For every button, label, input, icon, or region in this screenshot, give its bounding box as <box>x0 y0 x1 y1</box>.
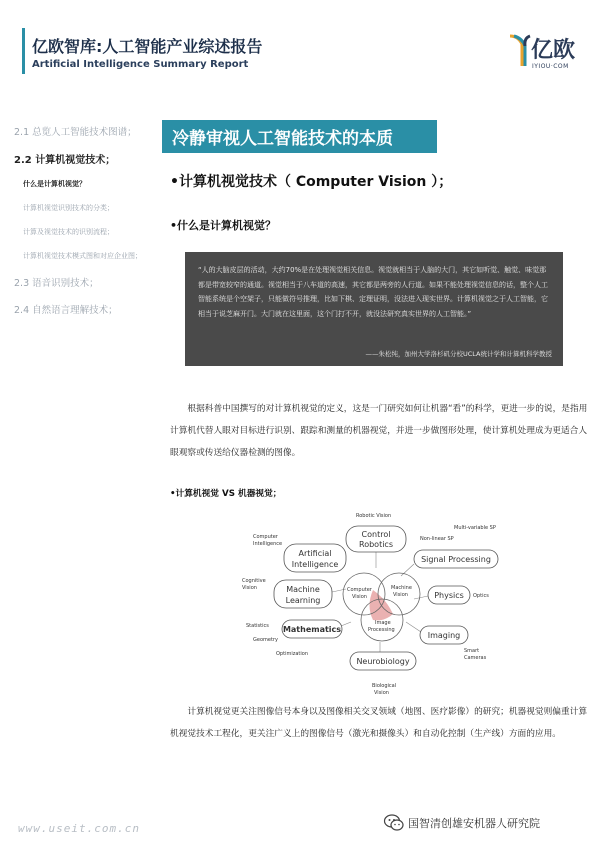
box-label-neurobiology: Neurobiology <box>356 657 410 666</box>
label-smart-1: Smart <box>464 648 480 654</box>
cv-vs-mv-heading: •计算机视觉 VS 机器视觉； <box>170 489 282 499</box>
label-multivariable: Multi-variable SP <box>454 525 496 531</box>
page-header <box>0 0 600 90</box>
label-smart-2: Cameras <box>464 655 487 661</box>
section-heading: •计算机视觉技术（ Computer Vision ）； <box>170 174 453 190</box>
header-accent-bar <box>22 28 25 74</box>
toc-item-2-2[interactable]: 2.2 计算机视觉技术； <box>14 155 116 166</box>
box-label-artificial: Artificial <box>298 549 332 558</box>
box-label-mathematics: Mathematics <box>282 625 342 634</box>
report-subtitle: Artificial Intelligence Summary Report <box>32 59 249 70</box>
toc-item-2-4[interactable]: 2.4 自然语言理解技术； <box>14 305 118 316</box>
box-label-robotics: Robotics <box>359 540 393 549</box>
quote-text: “人的大脑皮层的活动，大约70%是在处理视觉相关信息。视觉就相当于人脑的大门，其它如听觉、触觉、味觉那都是带宽较窄的通道。视觉相当于八车道的高速，其它都是两旁的人行道。如果不能处理视觉信息的话，整个人工智能系统是个空架子，只能做符号推理，比如下棋、定理证明，没法进入现实世界。计算机视觉之于人工智能，它相当于说芝麻开门。大门就在这里面，这个门打不开，就没法研究真实世界的人工智能。” <box>198 266 548 318</box>
label-optimization: Optimization <box>276 651 308 657</box>
toc-item-2-1[interactable]: 2.1 总览人工智能技术图谱； <box>14 127 137 138</box>
box-label-intelligence: Intelligence <box>291 560 339 569</box>
box-label-control: Control <box>361 530 391 539</box>
toc-sub-cv-process[interactable]: 计算及视觉技术的识别流程； <box>23 228 114 236</box>
toc-sub-cv-classification[interactable]: 计算机视觉识别技术的分类； <box>23 204 114 212</box>
footer-watermark: www.useit.com.cn <box>18 822 140 835</box>
toc-sub-what-is-cv[interactable]: 什么是计算机视觉？ <box>23 180 86 188</box>
label-bio-1: Biological <box>372 683 397 689</box>
box-label-machine: Machine <box>286 585 320 594</box>
label-cognitive-1: Cognitive <box>242 578 266 584</box>
wechat-icon <box>383 812 405 834</box>
circle-label-cv-1: Computer <box>347 587 372 593</box>
quote-author: ——朱松纯，加州大学洛杉矶分校UCLA统计学和计算机科学教授 <box>365 350 552 358</box>
circle-label-mv-1: Machine <box>391 585 412 591</box>
circle-label-ip-1: Image <box>375 620 391 626</box>
section-banner-title: 冷静审视人工智能技术的本质 <box>172 129 393 149</box>
label-computer-intel-1: Computer <box>253 534 278 540</box>
cv-relationship-diagram <box>236 504 536 700</box>
circle-label-ip-2: Processing <box>368 627 395 633</box>
definition-paragraph: 根据科普中国撰写的对计算机视觉的定义，这是一门研究如何让机器“看”的科学，更进一步的说，是指用计算机代替人眼对目标进行识别、跟踪和测量的机器视觉，并进一步做图形处理，使计算机处理成为更适合人眼观察或传送给仪器检测的图像。 <box>170 404 588 458</box>
label-nonlinear: Non-linear SP <box>420 536 454 542</box>
circle-label-mv-2: Vision <box>393 592 408 598</box>
label-statistics: Statistics <box>246 623 269 629</box>
label-bio-2: Vision <box>374 690 389 696</box>
box-label-imaging: Imaging <box>427 631 461 640</box>
label-cognitive-2: Vision <box>242 585 257 591</box>
label-computer-intel-2: Intelligence <box>253 541 283 547</box>
box-label-physics: Physics <box>434 591 464 600</box>
sidebar-toc <box>14 124 164 329</box>
box-label-signal: Signal Processing <box>421 555 491 564</box>
comparison-paragraph: 计算机视觉更关注图像信号本身以及图像相关交叉领域（地图、医疗影像）的研究；机器视觉则偏重计算机视觉技术工程化，更关注广义上的图像信号（激光和摄像头）和自动化控制（生产线）方面的应用。 <box>170 707 588 739</box>
report-title: 亿欧智库:人工智能产业综述报告 <box>32 37 263 56</box>
box-label-learning: Learning <box>285 596 321 605</box>
circle-label-cv-2: Vision <box>352 594 367 600</box>
label-geometry: Geometry <box>253 637 278 643</box>
toc-item-2-3[interactable]: 2.3 语音识别技术； <box>14 278 99 289</box>
label-robotic-vision: Robotic Vision <box>356 513 392 519</box>
section-subheading: •什么是计算机视觉？ <box>170 219 277 232</box>
label-optics: Optics <box>473 593 489 599</box>
toc-sub-cv-companies[interactable]: 计算机视觉技术模式图和对应企业图； <box>23 252 142 260</box>
footer-source: 国智清创雄安机器人研究院 <box>408 817 540 830</box>
logo-text: 亿欧 <box>531 38 576 63</box>
logo-subtext: IYIOU·COM <box>532 63 569 70</box>
